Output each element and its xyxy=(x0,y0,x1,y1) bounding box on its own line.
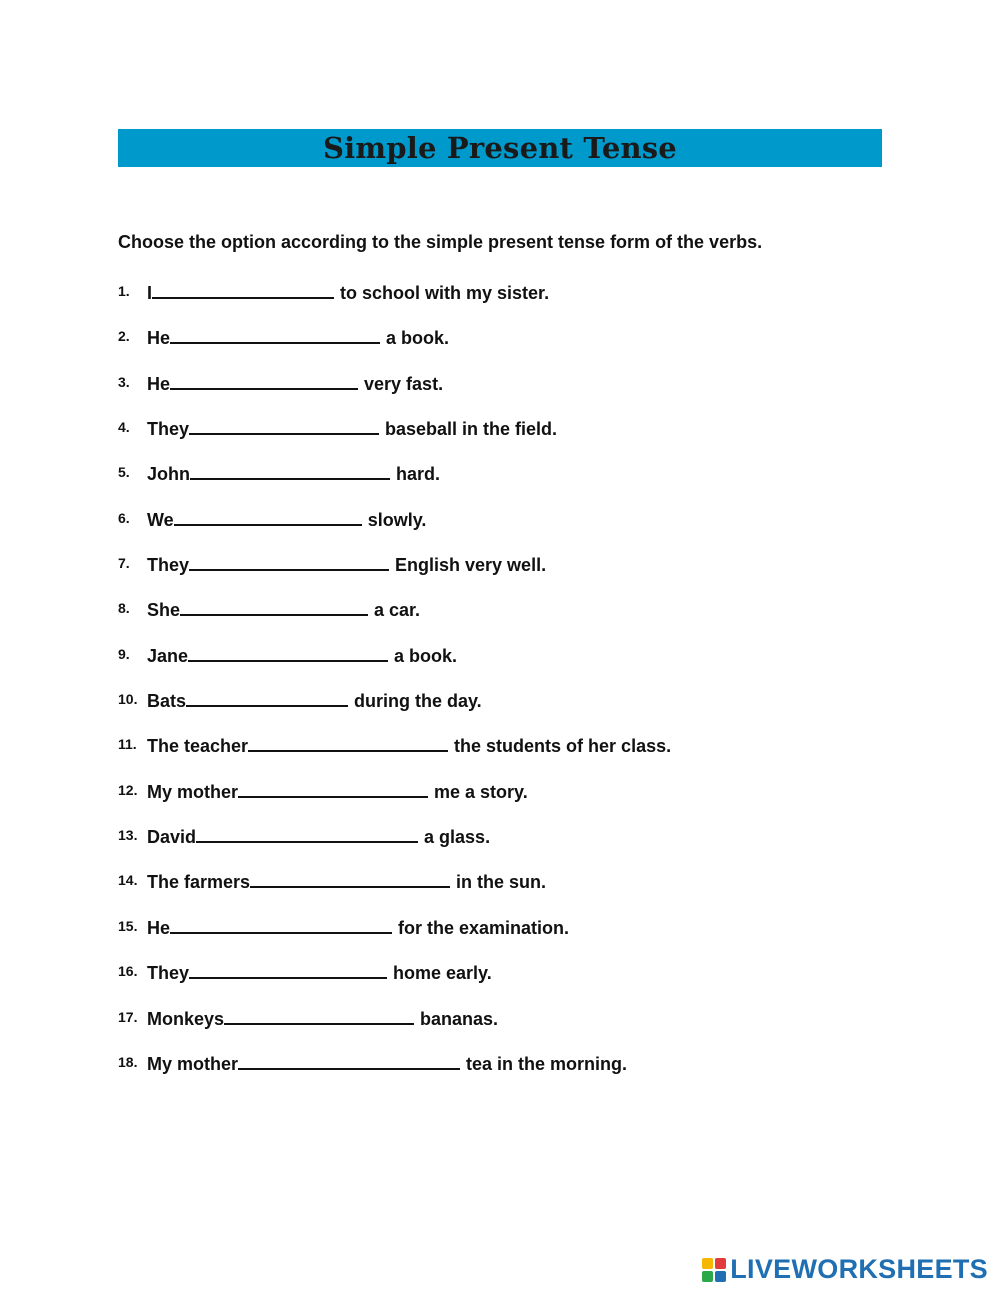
answer-blank[interactable] xyxy=(189,959,387,979)
question-sentence xyxy=(147,914,569,939)
question-sentence xyxy=(147,732,671,757)
question-subject: Bats xyxy=(147,691,187,712)
answer-blank[interactable] xyxy=(180,596,368,616)
question-sentence xyxy=(147,823,490,848)
question-sentence xyxy=(147,415,557,440)
question-number: 5. xyxy=(118,464,130,481)
question-subject: John xyxy=(147,464,190,485)
question-sentence xyxy=(147,687,482,712)
answer-blank[interactable] xyxy=(170,370,358,390)
question-subject: We xyxy=(147,509,174,530)
question-subject: My mother xyxy=(147,781,239,802)
question-number: 16. xyxy=(118,963,138,980)
question-subject: Jane xyxy=(147,645,189,666)
answer-blank[interactable] xyxy=(189,415,379,435)
question-subject: They xyxy=(147,555,190,576)
question-sentence xyxy=(147,596,420,621)
question-subject: They xyxy=(147,419,190,440)
question-predicate: to school with my sister. xyxy=(340,283,550,303)
answer-blank[interactable] xyxy=(189,551,389,571)
question-predicate: a book. xyxy=(394,645,458,666)
question-subject: I xyxy=(147,283,153,303)
question-number: 10. xyxy=(118,691,138,708)
logo-icon-square xyxy=(715,1258,726,1269)
question-predicate: a car. xyxy=(374,600,421,621)
question-number: 9. xyxy=(118,645,130,662)
logo-icon-square xyxy=(702,1271,713,1282)
liveworksheets-logo xyxy=(702,1254,988,1285)
answer-blank[interactable] xyxy=(224,1005,414,1025)
question-subject: The farmers xyxy=(147,872,251,893)
liveworksheets-logo-icon xyxy=(702,1258,726,1282)
question-subject: He xyxy=(147,373,171,394)
question-number: 3. xyxy=(118,373,130,390)
question-subject: He xyxy=(147,328,171,349)
answer-blank[interactable] xyxy=(190,460,390,480)
question-sentence xyxy=(147,959,492,984)
question-predicate: slowly. xyxy=(367,509,427,530)
question-predicate: a book. xyxy=(386,328,450,349)
question-sentence xyxy=(147,460,440,485)
question-number: 14. xyxy=(118,872,138,889)
question-sentence xyxy=(147,370,443,395)
instructions: Choose the option according to the simple present tense form of the verbs. xyxy=(118,232,763,252)
question-sentence xyxy=(147,642,457,667)
question-subject: They xyxy=(147,963,190,984)
title-banner xyxy=(118,129,882,167)
question-predicate: for the examination. xyxy=(398,917,570,938)
question-predicate: baseball in the field. xyxy=(385,419,558,440)
question-predicate: during the day. xyxy=(354,691,482,712)
answer-blank[interactable] xyxy=(174,506,362,526)
question-number: 4. xyxy=(118,419,130,436)
page-title: Simple Present Tense xyxy=(323,131,677,165)
question-number: 8. xyxy=(118,600,130,617)
question-sentence xyxy=(147,868,546,893)
question-number: 15. xyxy=(118,917,138,934)
question-number: 7. xyxy=(118,555,130,572)
logo-icon-square xyxy=(715,1271,726,1282)
answer-blank[interactable] xyxy=(248,732,448,752)
answer-blank[interactable] xyxy=(152,279,334,299)
answer-blank[interactable] xyxy=(188,642,388,662)
answer-blank[interactable] xyxy=(238,778,428,798)
question-number: 17. xyxy=(118,1008,138,1025)
answer-blank[interactable] xyxy=(250,868,450,888)
logo-text: LIVEWORKSHEETS xyxy=(730,1254,988,1284)
question-sentence xyxy=(147,279,549,304)
question-sentence xyxy=(147,506,426,531)
logo-icon-square xyxy=(702,1258,713,1269)
question-number: 12. xyxy=(118,781,138,798)
question-predicate: very fast. xyxy=(364,373,444,394)
question-subject: The teacher xyxy=(147,736,249,757)
question-predicate: a glass. xyxy=(424,827,491,848)
question-subject: David xyxy=(147,827,197,848)
question-sentence xyxy=(147,324,449,349)
question-number: 11. xyxy=(118,736,137,753)
question-sentence xyxy=(147,551,546,576)
question-subject: She xyxy=(147,600,181,621)
question-predicate: bananas. xyxy=(420,1008,499,1029)
answer-blank[interactable] xyxy=(186,687,348,707)
question-number: 6. xyxy=(118,509,130,526)
question-predicate: in the sun. xyxy=(456,872,547,893)
question-number: 13. xyxy=(118,827,138,844)
question-predicate: home early. xyxy=(393,963,492,984)
question-number: 18. xyxy=(118,1053,138,1070)
question-subject: Monkeys xyxy=(147,1008,225,1029)
question-number: 2. xyxy=(118,328,130,345)
question-subject: He xyxy=(147,917,171,938)
answer-blank[interactable] xyxy=(238,1050,460,1070)
answer-blank[interactable] xyxy=(170,914,392,934)
question-predicate: the students of her class. xyxy=(454,736,672,757)
answer-blank[interactable] xyxy=(170,324,380,344)
answer-blank[interactable] xyxy=(196,823,418,843)
question-sentence xyxy=(147,1050,627,1075)
question-sentence xyxy=(147,1005,498,1030)
question-predicate: hard. xyxy=(396,464,441,485)
question-number: 1. xyxy=(118,283,130,299)
question-predicate: English very well. xyxy=(395,555,547,576)
question-predicate: me a story. xyxy=(434,781,528,802)
question-subject: My mother xyxy=(147,1053,239,1074)
question-predicate: tea in the morning. xyxy=(466,1053,628,1074)
question-sentence xyxy=(147,778,528,803)
